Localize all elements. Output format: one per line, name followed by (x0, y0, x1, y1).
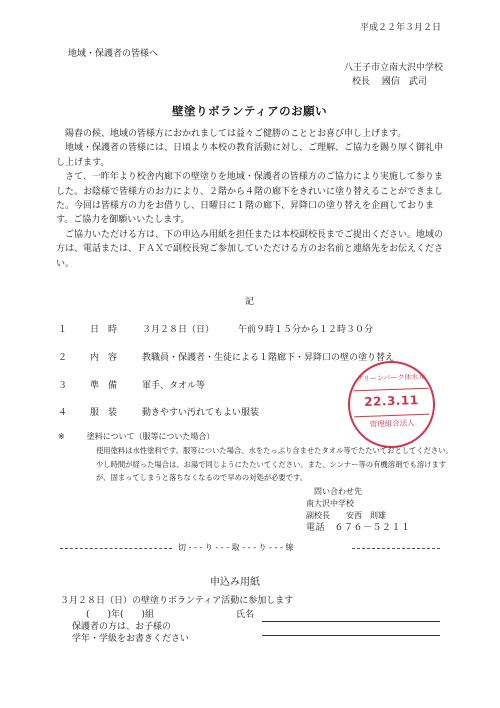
addressee: 地域・保護者の皆様へ (68, 49, 159, 59)
item-value-time: 午前９時１５分から１２時３０分 (238, 325, 374, 335)
cut-line (60, 541, 440, 555)
cut-line-label: 切 - - - り - - - 取 - - - り - - - 線 (178, 543, 294, 552)
item-label: 準 備 (90, 381, 118, 391)
principal-name: 校長 國信 武司 (352, 77, 427, 87)
form-participation-line: ３月２８日（日）の壁塗りボランティア活動に参加します (60, 596, 294, 606)
stamp-divider (353, 388, 428, 392)
body-text (56, 127, 448, 271)
stamp-bottom-text: 管理組合法人 (369, 418, 415, 429)
item-number: ３ (58, 381, 68, 391)
note-mark: ※ (58, 432, 65, 441)
item-value: 教職員・保護者・生徒による１階廊下・昇降口の壁の塗り替え (142, 353, 395, 363)
item-label: 内 容 (90, 353, 118, 363)
name-input-line[interactable] (262, 621, 440, 622)
note-title: 塗料について（服等についた場合） (86, 432, 215, 441)
item-label: 日 時 (90, 325, 118, 335)
ki-heading: 記 (245, 297, 255, 307)
stamp-date: 22.3.11 (363, 393, 419, 409)
paragraph: 陽春の候、地域の皆様方におかれましては益々ご健勝のこととお喜び申し上げます。 (65, 129, 407, 139)
paint-note (58, 430, 456, 485)
paragraph: さて、一昨年より校舎内廊下の壁塗りを地域・保護者の皆様方のご協力により実施して参りました。お陰様で皆様方のお力により、２階から４階の廊下をきれいに塗り替えることができました。今回は皆様方の力をお借りし、日曜日に１階の廊下、昇降口の塗り替えを企画しております。ご協力を御願いいたします。 (56, 172, 444, 226)
note-body: 使用塗料は水性塗料です。服等についた場合、水をたっぷり含ませたタオル等でたたいておとしてください。少し時間が経った場合は、お湯で同じようにたたいてください。また、シンナー等の有機溶剤でも溶けますが、固まってしまうと落ちなくなるので早めの対処が必要です。 (96, 446, 453, 482)
school-name: 八王子市立南大沢中学校 (344, 63, 444, 73)
paragraph: ご協力いただける方は、下の申込み用紙を担任または本校副校長までご提出ください。地域の方は、電話または、ＦＡＸで副校長宛ご参加していただける方のお名前と連絡先をお伝えください。 (56, 229, 444, 269)
guardian-note-2: 学年・学級をお書きください (72, 634, 190, 644)
item-value: 動きやすい汚れてもよい服装 (142, 408, 260, 418)
form-name-label: 氏名 (236, 610, 255, 620)
item-number: １ (58, 325, 68, 335)
item-value: 軍手、タオル等 (142, 381, 206, 391)
item-number: ４ (58, 408, 68, 418)
page-title: 壁塗りボランティアのお願い (172, 104, 328, 118)
item-value: ３月２８日（日） (142, 325, 215, 335)
contact-vice-principal: 副校長 安西 則雄 (306, 511, 386, 520)
form-title: 申込み用紙 (210, 577, 260, 588)
item-label: 服 装 (90, 408, 118, 418)
guardian-note-1: 保護者の方は、お子様の (72, 622, 172, 632)
item-number: ２ (58, 353, 68, 363)
contact-school: 南大沢中学校 (306, 499, 354, 508)
document-date: 平成２２年３月２日 (360, 23, 442, 33)
form-class-field[interactable]: ( )年( )組 (86, 610, 155, 620)
paragraph: 地域・保護者の皆様には、日頃より本校の教育活動に対し、ご理解、ご協力を賜り厚く御礼申し上げます。 (56, 143, 444, 168)
cut-dashes-left (60, 548, 172, 549)
stamp-top-text: グリーンパーク休水元 (355, 372, 426, 384)
cut-dashes-right (352, 548, 440, 549)
contact-phone: 電話 ６７６－５２１１ (306, 523, 411, 533)
contact-label: 問い合わせ先 (314, 487, 362, 496)
name-input-line[interactable] (262, 635, 440, 636)
